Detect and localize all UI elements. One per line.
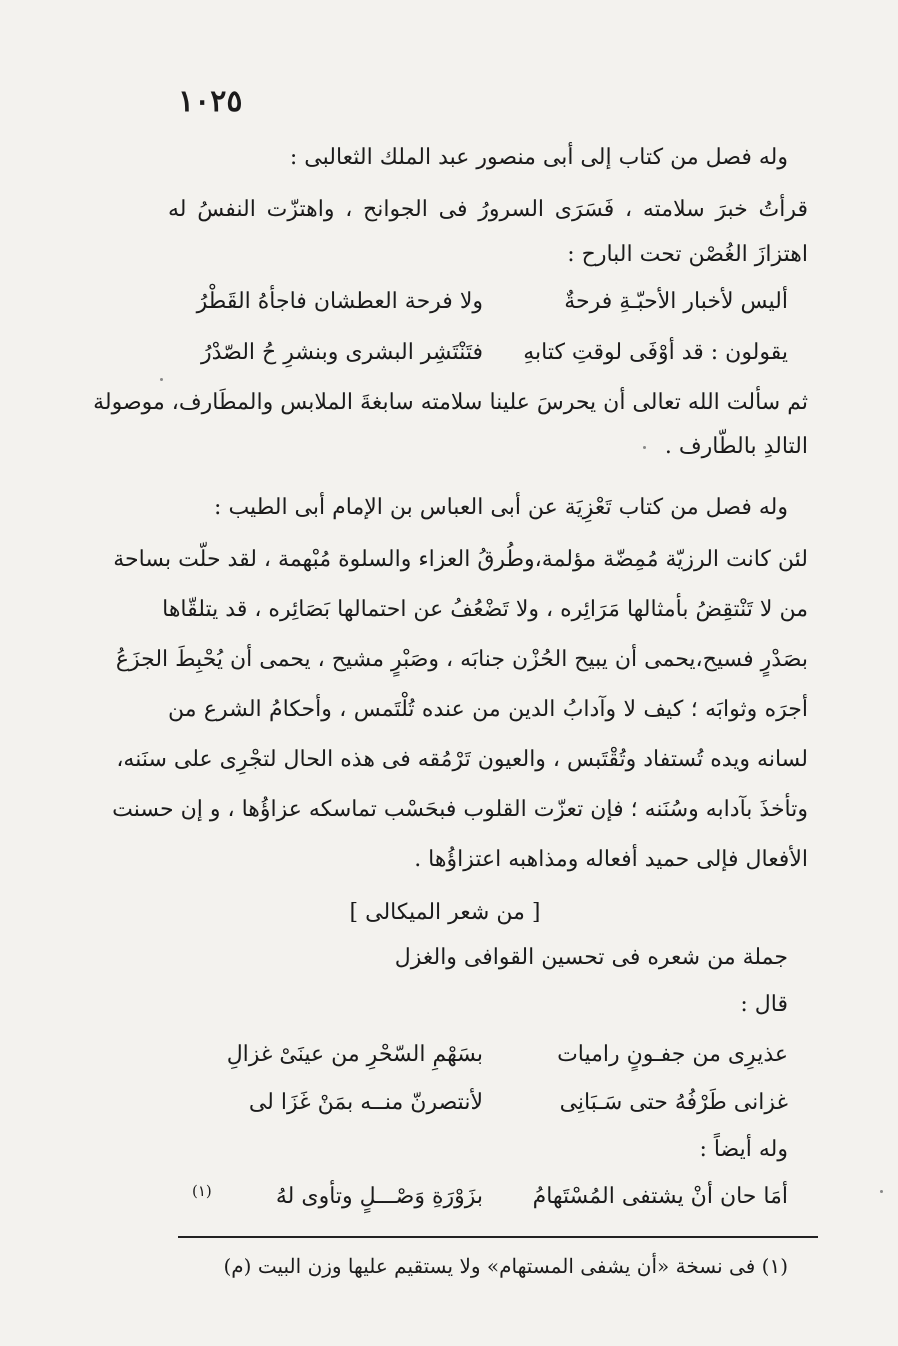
paper-speck [880,1190,883,1193]
qala-label: قال : [740,992,788,1017]
page-number: ١٠٢٥ [178,84,243,119]
verse-2-first-hemistich: يقولون : قد أوْفَى لوقتِ كتابهِ [523,340,788,365]
section2-last-line: الأفعال فإلى حميد أفعاله ومذاهبه اعتزاؤُها . [414,847,808,872]
section1-closing-2: التالدِ بالطّارف . [664,434,808,459]
also-label: وله أيضاً : [699,1137,788,1162]
section2-line-4: أجرَه وثوابَه ؛ كيف لا وآدابُ الدين من عنده تُلْتَمس ، وأحكامُ الشرع من [168,697,808,722]
verse-5-first-hemistich: أمَا حان أنْ يشتفى المُسْتَهامُ [532,1184,788,1209]
section1-line-2: اهتزازَ الغُصْن تحت البارح : [567,242,808,267]
section2-line-1: لئن كانت الرزيّة مُمِضّة مؤلمة،وطُرقُ العزاء والسلوة مُبْهمة ، لقد حلّت بساحة [113,547,808,572]
verse-4-second-hemistich: لأنتصرنّ منــه بمَنْ غَزَا لى [248,1090,483,1115]
verse-3-second-hemistich: بسَهْمِ السّحْرِ من عينَىْ غزالِ [226,1042,483,1067]
section3-subtitle: جملة من شعره فى تحسين القوافى والغزل [394,945,788,970]
verse-2-second-hemistich: فتَنْتَشِر البشرى وبنشرِ حُ الصّدْرُ [200,340,483,365]
section2-line-2: من لا تَنْتقِضُ بأمثالها مَرَائِره ، ولا تَضْعُفُ عن احتمالها بَصَائِره ، قد يتلقّاها [162,597,808,622]
section2-line-6: وتأخذَ بآدابه وسُنَنه ؛ فإن تعزّت القلوب فبحَسْب تماسكه عزاؤُها ، و إن حسنت [112,797,808,822]
verse-3-first-hemistich: عذيرِى من جفـونٍ راميات [557,1042,788,1067]
section1-closing-1: ثم سألت الله تعالى أن يحرسَ علينا سلامته سابغةَ الملابس والمطَارف، موصولة [93,390,808,415]
paper-speck [643,446,646,449]
paper-speck [160,378,163,381]
footnote-divider [178,1236,818,1238]
section2-intro: وله فصل من كتاب تَعْزِيَة عن أبى العباس بن الإمام أبى الطيب : [214,495,788,520]
verse-1-first-hemistich: أليس لأخبار الأحبّـةِ فرحةٌ [564,289,788,314]
footnote: (١) فى نسخة «أن يشفى المستهام» ولا يستقيم عليها وزن البيت (م) [223,1254,788,1278]
section2-line-5: لسانه ويده تُستفاد وتُقْتَبس ، والعيون تَرْمُقه فى هذه الحال لتجْرِى على سنَنه، [116,747,808,772]
verse-5-second-hemistich: بزَوْرَةِ وَصْـــلٍ وتأوى لهُ [275,1184,483,1209]
section1-intro: وله فصل من كتاب إلى أبى منصور عبد الملك الثعالبى : [289,145,788,170]
footnote-marker: (١) [192,1182,212,1200]
section-heading: [ من شعر الميكالى ] [349,900,541,925]
section2-line-3: بصَدْرٍ فسيح،يحمى أن يبيح الحُزْن جنابَه ، وصَبْرٍ مشيح ، يحمى أن يُحْبِطَ الجزَعُ [115,647,808,672]
verse-4-first-hemistich: غزانى طَرْفُهُ حتى سَـبَانِى [559,1090,788,1115]
section1-line-1: قرأتُ خبرَ سلامته ، فَسَرَى السرورُ فى الجوانح ، واهتزّت النفسُ له [168,197,808,222]
verse-1-second-hemistich: ولا فرحة العطشان فاجأهُ القَطْرُ [196,289,483,314]
